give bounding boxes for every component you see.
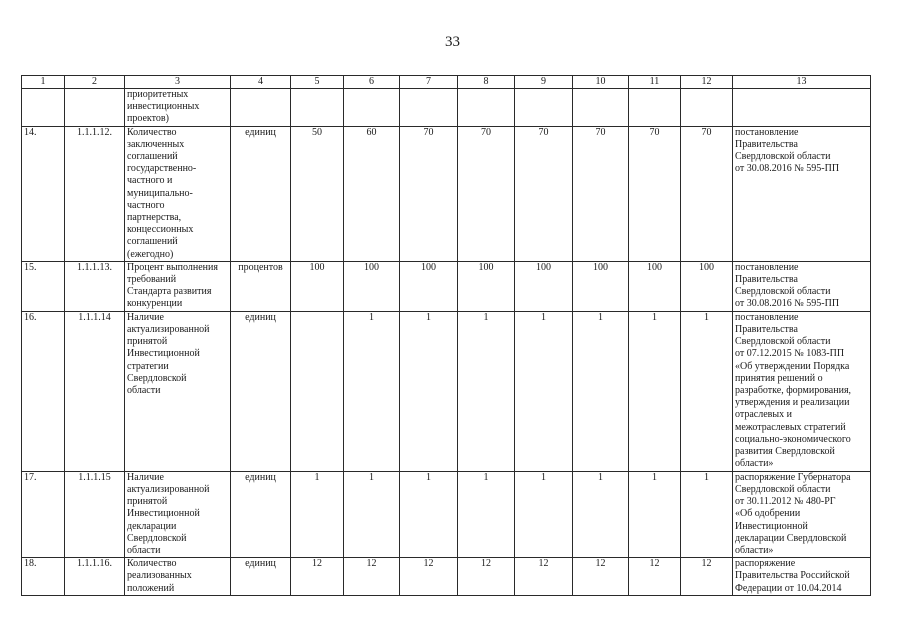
header-cell: 6 xyxy=(344,76,400,89)
cell-value: 1 xyxy=(458,311,515,471)
header-cell: 5 xyxy=(291,76,344,89)
cell-source: постановление Правительства Свердловской области от 30.08.2016 № 595-ПП xyxy=(733,126,871,261)
cell-value: 1 xyxy=(400,311,458,471)
cell-value: 1 xyxy=(629,311,681,471)
cell-value xyxy=(400,89,458,127)
cell-value: 1 xyxy=(573,311,629,471)
cell-value: 100 xyxy=(681,261,733,311)
cell-value: 12 xyxy=(629,558,681,596)
cell-value xyxy=(344,89,400,127)
table-row xyxy=(22,126,871,261)
cell-value: 100 xyxy=(291,261,344,311)
cell-value xyxy=(458,89,515,127)
table-row xyxy=(22,471,871,557)
cell-unit xyxy=(231,89,291,127)
cell-source: распоряжение Губернатора Свердловской области от 30.11.2012 № 480-РГ «Об одобрении Инвестиционной декларации Свердловской области» xyxy=(733,471,871,557)
cell-no: 14. xyxy=(22,126,65,261)
cell-value xyxy=(291,89,344,127)
header-cell: 9 xyxy=(515,76,573,89)
cell-value: 70 xyxy=(629,126,681,261)
cell-value: 1 xyxy=(573,471,629,557)
cell-value: 1 xyxy=(344,471,400,557)
header-row xyxy=(22,76,871,89)
cell-value: 100 xyxy=(573,261,629,311)
cell-value: 12 xyxy=(291,558,344,596)
cell-value: 70 xyxy=(515,126,573,261)
cell-source: постановление Правительства Свердловской области от 07.12.2015 № 1083-ПП «Об утверждении Порядка принятия решений о разработке, формирования, утверждения и реализации отраслевых и межотраслевых стратегий социально-экономического развития Свердловской области» xyxy=(733,311,871,471)
cell-code: 1.1.1.13. xyxy=(65,261,125,311)
header-cell: 12 xyxy=(681,76,733,89)
cell-value: 1 xyxy=(400,471,458,557)
header-cell: 1 xyxy=(22,76,65,89)
cell-value: 1 xyxy=(629,471,681,557)
table-row xyxy=(22,558,871,596)
cell-no: 15. xyxy=(22,261,65,311)
cell-value: 1 xyxy=(681,471,733,557)
cell-value: 100 xyxy=(515,261,573,311)
cell-unit: единиц xyxy=(231,311,291,471)
cell-value: 1 xyxy=(681,311,733,471)
page-number: 33 xyxy=(445,34,460,50)
cell-value: 100 xyxy=(458,261,515,311)
cell-value xyxy=(629,89,681,127)
cell-code: 1.1.1.16. xyxy=(65,558,125,596)
cell-value: 70 xyxy=(458,126,515,261)
cell-source: постановление Правительства Свердловской области от 30.08.2016 № 595-ПП xyxy=(733,261,871,311)
cell-no: 16. xyxy=(22,311,65,471)
indicators-table xyxy=(21,75,871,596)
header-cell: 2 xyxy=(65,76,125,89)
cell-value: 1 xyxy=(458,471,515,557)
table-row xyxy=(22,311,871,471)
cell-value xyxy=(515,89,573,127)
cell-unit: единиц xyxy=(231,558,291,596)
cell-value: 1 xyxy=(344,311,400,471)
header-cell: 10 xyxy=(573,76,629,89)
cell-value xyxy=(573,89,629,127)
cell-value: 70 xyxy=(681,126,733,261)
cell-indicator-name: приоритетных инвестиционных проектов) xyxy=(125,89,231,127)
cell-value: 12 xyxy=(681,558,733,596)
table-row xyxy=(22,261,871,311)
cell-indicator-name: Процент выполнения требований Стандарта развития конкуренции xyxy=(125,261,231,311)
cell-value: 50 xyxy=(291,126,344,261)
cell-unit: единиц xyxy=(231,126,291,261)
cell-value: 70 xyxy=(573,126,629,261)
cell-indicator-name: Количество реализованных положений xyxy=(125,558,231,596)
cell-source: распоряжение Правительства Российской Федерации от 10.04.2014 xyxy=(733,558,871,596)
header-cell: 3 xyxy=(125,76,231,89)
cell-value: 60 xyxy=(344,126,400,261)
cell-code: 1.1.1.14 xyxy=(65,311,125,471)
continuation-row xyxy=(22,89,871,127)
cell-value: 1 xyxy=(291,471,344,557)
cell-code xyxy=(65,89,125,127)
cell-value: 100 xyxy=(400,261,458,311)
header-cell: 11 xyxy=(629,76,681,89)
cell-value: 70 xyxy=(400,126,458,261)
cell-value: 12 xyxy=(573,558,629,596)
cell-unit: единиц xyxy=(231,471,291,557)
header-cell: 7 xyxy=(400,76,458,89)
cell-no: 17. xyxy=(22,471,65,557)
cell-indicator-name: Наличие актуализированной принятой Инвестиционной стратегии Свердловской области xyxy=(125,311,231,471)
header-cell: 13 xyxy=(733,76,871,89)
cell-value: 12 xyxy=(344,558,400,596)
cell-indicator-name: Наличие актуализированной принятой Инвестиционной декларации Свердловской области xyxy=(125,471,231,557)
cell-value: 100 xyxy=(344,261,400,311)
cell-no xyxy=(22,89,65,127)
header-cell: 4 xyxy=(231,76,291,89)
cell-value: 12 xyxy=(400,558,458,596)
cell-value: 12 xyxy=(515,558,573,596)
cell-source xyxy=(733,89,871,127)
cell-value xyxy=(291,311,344,471)
cell-value: 1 xyxy=(515,471,573,557)
header-cell: 8 xyxy=(458,76,515,89)
cell-value: 100 xyxy=(629,261,681,311)
cell-code: 1.1.1.15 xyxy=(65,471,125,557)
cell-value: 12 xyxy=(458,558,515,596)
cell-indicator-name: Количество заключенных соглашений государственно- частного и муниципально- частного партнерства, концессионных соглашений (ежегодно) xyxy=(125,126,231,261)
cell-no: 18. xyxy=(22,558,65,596)
cell-code: 1.1.1.12. xyxy=(65,126,125,261)
cell-value xyxy=(681,89,733,127)
cell-unit: процентов xyxy=(231,261,291,311)
cell-value: 1 xyxy=(515,311,573,471)
